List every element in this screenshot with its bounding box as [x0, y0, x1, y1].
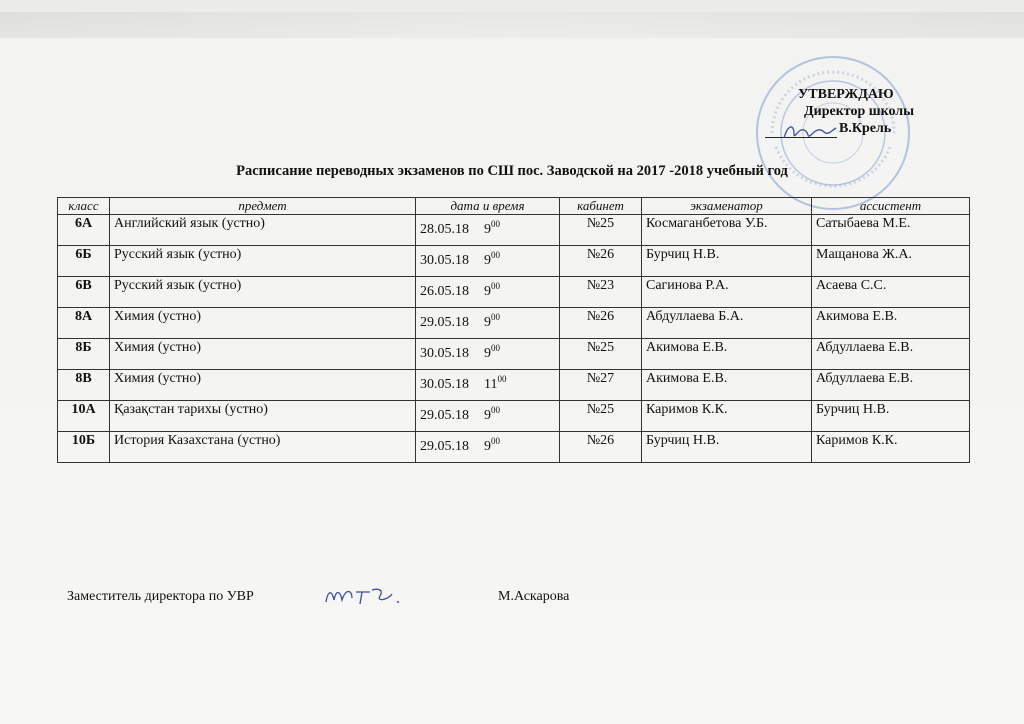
cell-datetime — [416, 308, 560, 339]
approval-heading: УТВЕРЖДАЮ — [798, 87, 894, 102]
cell-datetime — [416, 339, 560, 370]
approval-position: Директор школы — [804, 104, 915, 119]
cell-assistant: Сатыбаева М.Е. — [812, 215, 970, 246]
cell-subject: Русский язык (устно) — [110, 277, 416, 308]
cell-class: 8В — [58, 370, 110, 401]
cell-minutes: 00 — [491, 312, 500, 322]
cell-room: №25 — [560, 215, 642, 246]
director-signature — [780, 120, 840, 144]
cell-date: 30.05.18 — [420, 252, 469, 268]
deputy-position: Заместитель директора по УВР — [67, 589, 254, 604]
cell-assistant: Абдуллаева Е.В. — [812, 370, 970, 401]
cell-datetime — [416, 215, 560, 246]
cell-datetime — [416, 246, 560, 277]
cell-examiner: Бурчиц Н.В. — [642, 432, 812, 463]
cell-room: №23 — [560, 277, 642, 308]
cell-class: 10А — [58, 401, 110, 432]
table-header-row — [58, 198, 970, 215]
cell-hour: 9 — [484, 314, 491, 330]
cell-room: №26 — [560, 308, 642, 339]
approval-name: В.Крель — [839, 121, 892, 136]
header-subject: предмет — [110, 198, 416, 215]
table-row — [58, 401, 970, 432]
table-row — [58, 277, 970, 308]
cell-assistant: Каримов К.К. — [812, 432, 970, 463]
cell-assistant: Бурчиц Н.В. — [812, 401, 970, 432]
cell-examiner: Бурчиц Н.В. — [642, 246, 812, 277]
cell-room: №25 — [560, 401, 642, 432]
cell-subject: Русский язык (устно) — [110, 246, 416, 277]
cell-assistant: Акимова Е.В. — [812, 308, 970, 339]
table-row — [58, 339, 970, 370]
cell-subject: Английский язык (устно) — [110, 215, 416, 246]
cell-subject: Химия (устно) — [110, 308, 416, 339]
cell-subject: История Казахстана (устно) — [110, 432, 416, 463]
cell-date: 28.05.18 — [420, 221, 469, 237]
cell-datetime — [416, 401, 560, 432]
cell-hour: 9 — [484, 283, 491, 299]
cell-minutes: 00 — [491, 405, 500, 415]
cell-subject: Қазақстан тарихы (устно) — [110, 401, 416, 432]
header-examiner: экзаменатор — [642, 198, 812, 215]
cell-examiner: Абдуллаева Б.А. — [642, 308, 812, 339]
cell-minutes: 00 — [491, 343, 500, 353]
cell-room: №26 — [560, 432, 642, 463]
table-row — [58, 370, 970, 401]
header-class: класс — [58, 198, 110, 215]
cell-date: 30.05.18 — [420, 345, 469, 361]
cell-examiner: Каримов К.К. — [642, 401, 812, 432]
cell-examiner: Акимова Е.В. — [642, 339, 812, 370]
scan-artifact — [0, 12, 1024, 38]
table-row — [58, 246, 970, 277]
cell-minutes: 00 — [491, 250, 500, 260]
document-title: Расписание переводных экзаменов по СШ пос. Заводской на 2017 -2018 учебный год — [236, 163, 788, 179]
cell-room: №27 — [560, 370, 642, 401]
cell-minutes: 00 — [491, 281, 500, 291]
cell-date: 26.05.18 — [420, 283, 469, 299]
cell-minutes: 00 — [491, 219, 500, 229]
cell-date: 29.05.18 — [420, 407, 469, 423]
cell-room: №25 — [560, 339, 642, 370]
header-datetime: дата и время — [416, 198, 560, 215]
cell-datetime — [416, 370, 560, 401]
deputy-signature — [322, 580, 402, 610]
cell-examiner: Акимова Е.В. — [642, 370, 812, 401]
cell-class: 8Б — [58, 339, 110, 370]
cell-minutes: 00 — [491, 436, 500, 446]
cell-examiner: Космаганбетова У.Б. — [642, 215, 812, 246]
table-row — [58, 215, 970, 246]
exam-schedule-table — [57, 197, 970, 463]
cell-hour: 9 — [484, 438, 491, 454]
cell-datetime — [416, 277, 560, 308]
header-room: кабинет — [560, 198, 642, 215]
cell-class: 10Б — [58, 432, 110, 463]
cell-date: 29.05.18 — [420, 438, 469, 454]
cell-assistant: Мащанова Ж.А. — [812, 246, 970, 277]
cell-examiner: Сагинова Р.А. — [642, 277, 812, 308]
cell-hour: 11 — [484, 376, 498, 392]
cell-assistant: Асаева С.С. — [812, 277, 970, 308]
header-assistant: ассистент — [812, 198, 970, 215]
cell-hour: 9 — [484, 221, 491, 237]
cell-hour: 9 — [484, 345, 491, 361]
cell-room: №26 — [560, 246, 642, 277]
cell-class: 6Б — [58, 246, 110, 277]
cell-date: 30.05.18 — [420, 376, 469, 392]
table-row — [58, 308, 970, 339]
cell-minutes: 00 — [497, 374, 507, 384]
deputy-name: М.Аскарова — [498, 589, 570, 604]
cell-class: 6В — [58, 277, 110, 308]
cell-datetime — [416, 432, 560, 463]
cell-hour: 9 — [484, 252, 491, 268]
table-row — [58, 432, 970, 463]
cell-class: 8А — [58, 308, 110, 339]
cell-class: 6А — [58, 215, 110, 246]
cell-subject: Химия (устно) — [110, 339, 416, 370]
cell-date: 29.05.18 — [420, 314, 469, 330]
cell-subject: Химия (устно) — [110, 370, 416, 401]
cell-hour: 9 — [484, 407, 491, 423]
cell-assistant: Абдуллаева Е.В. — [812, 339, 970, 370]
